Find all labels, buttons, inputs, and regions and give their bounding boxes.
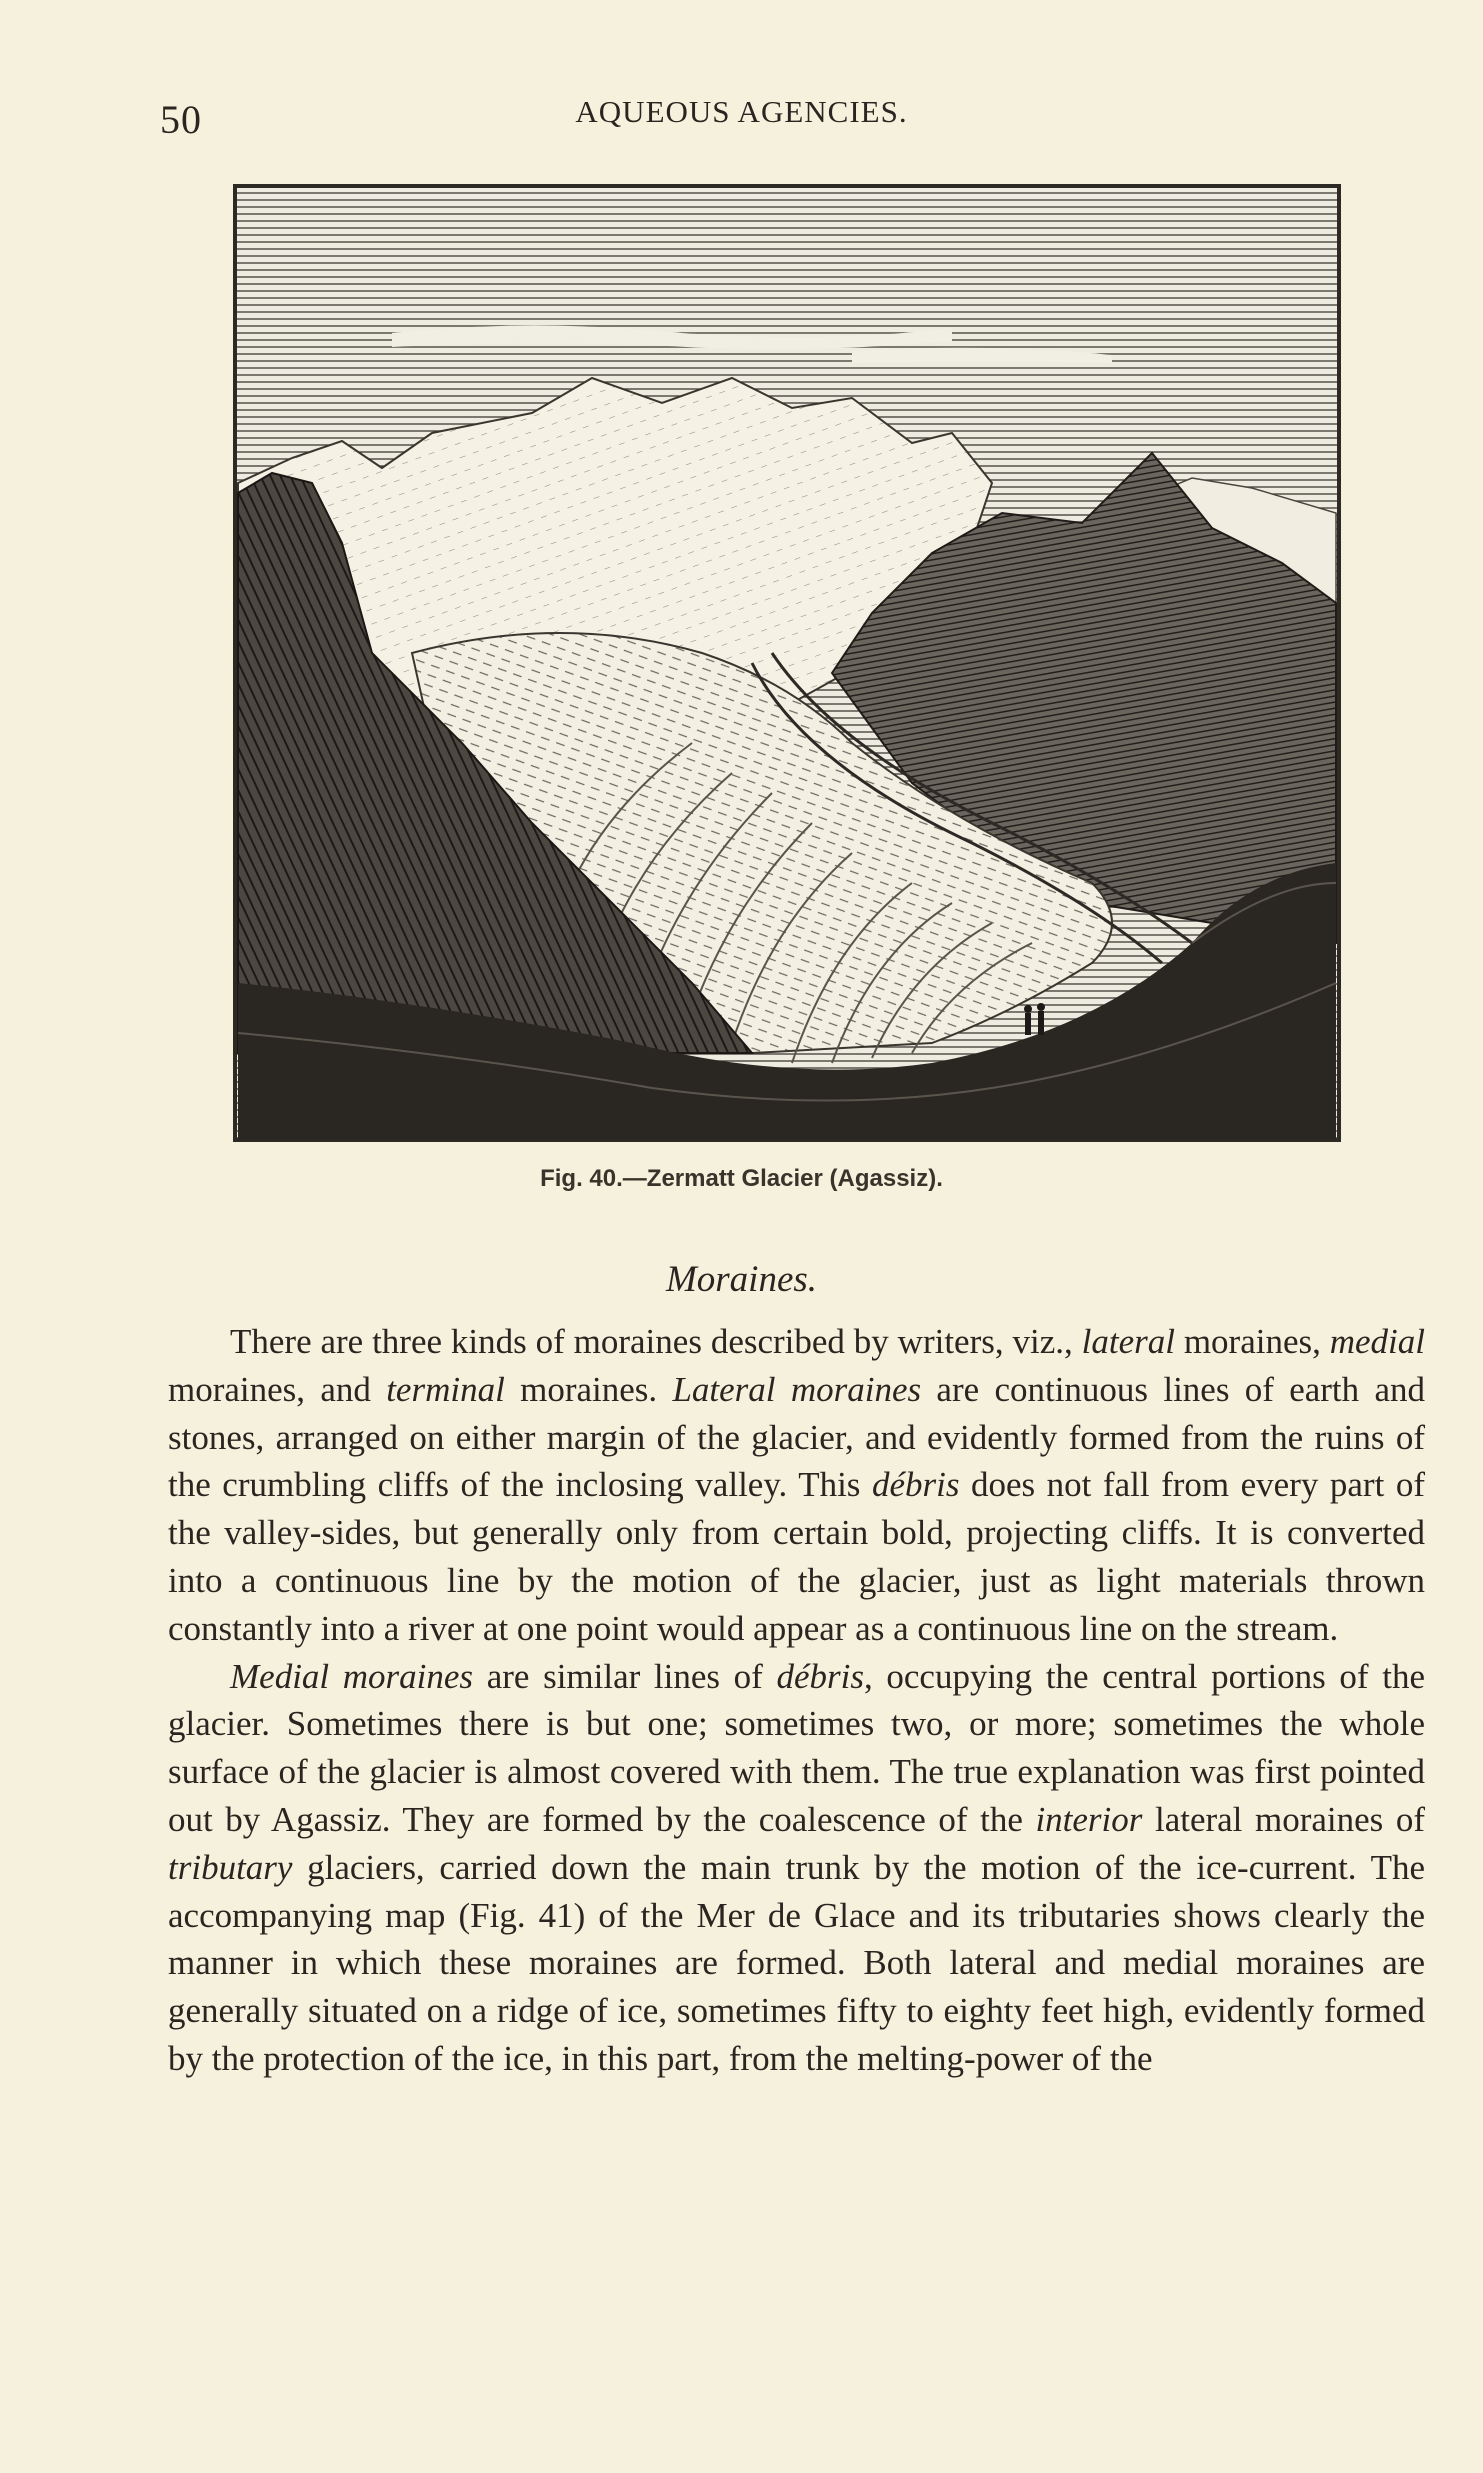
text-run: are similar lines of [473,1656,777,1696]
section-title: Moraines. [665,1259,818,1300]
italic-term: interior [1035,1799,1143,1839]
text-run: lateral moraines of [1142,1799,1425,1839]
paragraph-medial-moraines [168,1653,1425,2083]
italic-term: lateral [1081,1322,1175,1361]
running-head: AQUEOUS AGENCIES. [575,94,908,129]
text-run: moraines. [504,1369,673,1409]
text-run: are continuous lines of earth and stones, arranged on either margin of the glacier, and evidently formed from the ruins of the crumbling cliffs of the inclosing valley. This [168,1369,1425,1505]
text-run: glaciers, carried down the main trunk by the motion of the ice-current. The accompanying map (Fig. 41) of the Mer de Glace and its tributaries shows clearly the manner in which these moraines are formed. Both lateral and medial moraines are generally situated on a ridge of ice, sometimes fifty to eighty feet high, evidently formed by the protection of the ice, in this part, from the melting-power of the [168,1847,1425,2078]
italic-term: terminal [386,1369,505,1409]
text-run: There are three kinds of moraines described by writers, viz., [230,1322,1082,1361]
paragraph-lateral-moraines [168,1318,1425,1653]
text-run: , occupying the central portions of the glacier. Sometimes there is but one; sometimes two, or more; sometimes the whole surface of the glacier is almost covered with them. The true explanation was first pointed out by Agassiz. They are formed by the coalescence of the [168,1656,1425,1839]
italic-term: débris [871,1465,960,1505]
text-run: does not fall from every part of the valley-sides, but generally only from certain bold, projecting cliffs. It is converted into a continuous line by the motion of the glacier, just as light materials thrown constantly into a river at one point would appear as a continuous line on the stream. [168,1465,1425,1648]
text-run: moraines, [1174,1322,1330,1361]
italic-term: Medial moraines [230,1656,474,1696]
figure-zermatt-glacier [232,183,1342,1143]
glacier-engraving [232,183,1342,1143]
italic-term: débris [776,1656,864,1696]
italic-term: medial [1329,1322,1426,1361]
italic-term: tributary [168,1847,293,1887]
page-number: 50 [160,97,202,142]
figure-caption: Fig. 40.—Zermatt Glacier (Agassiz). [540,1165,943,1192]
italic-term: Lateral moraines [672,1369,922,1409]
body-text [168,1318,1425,2083]
text-run: moraines, and [168,1369,387,1409]
